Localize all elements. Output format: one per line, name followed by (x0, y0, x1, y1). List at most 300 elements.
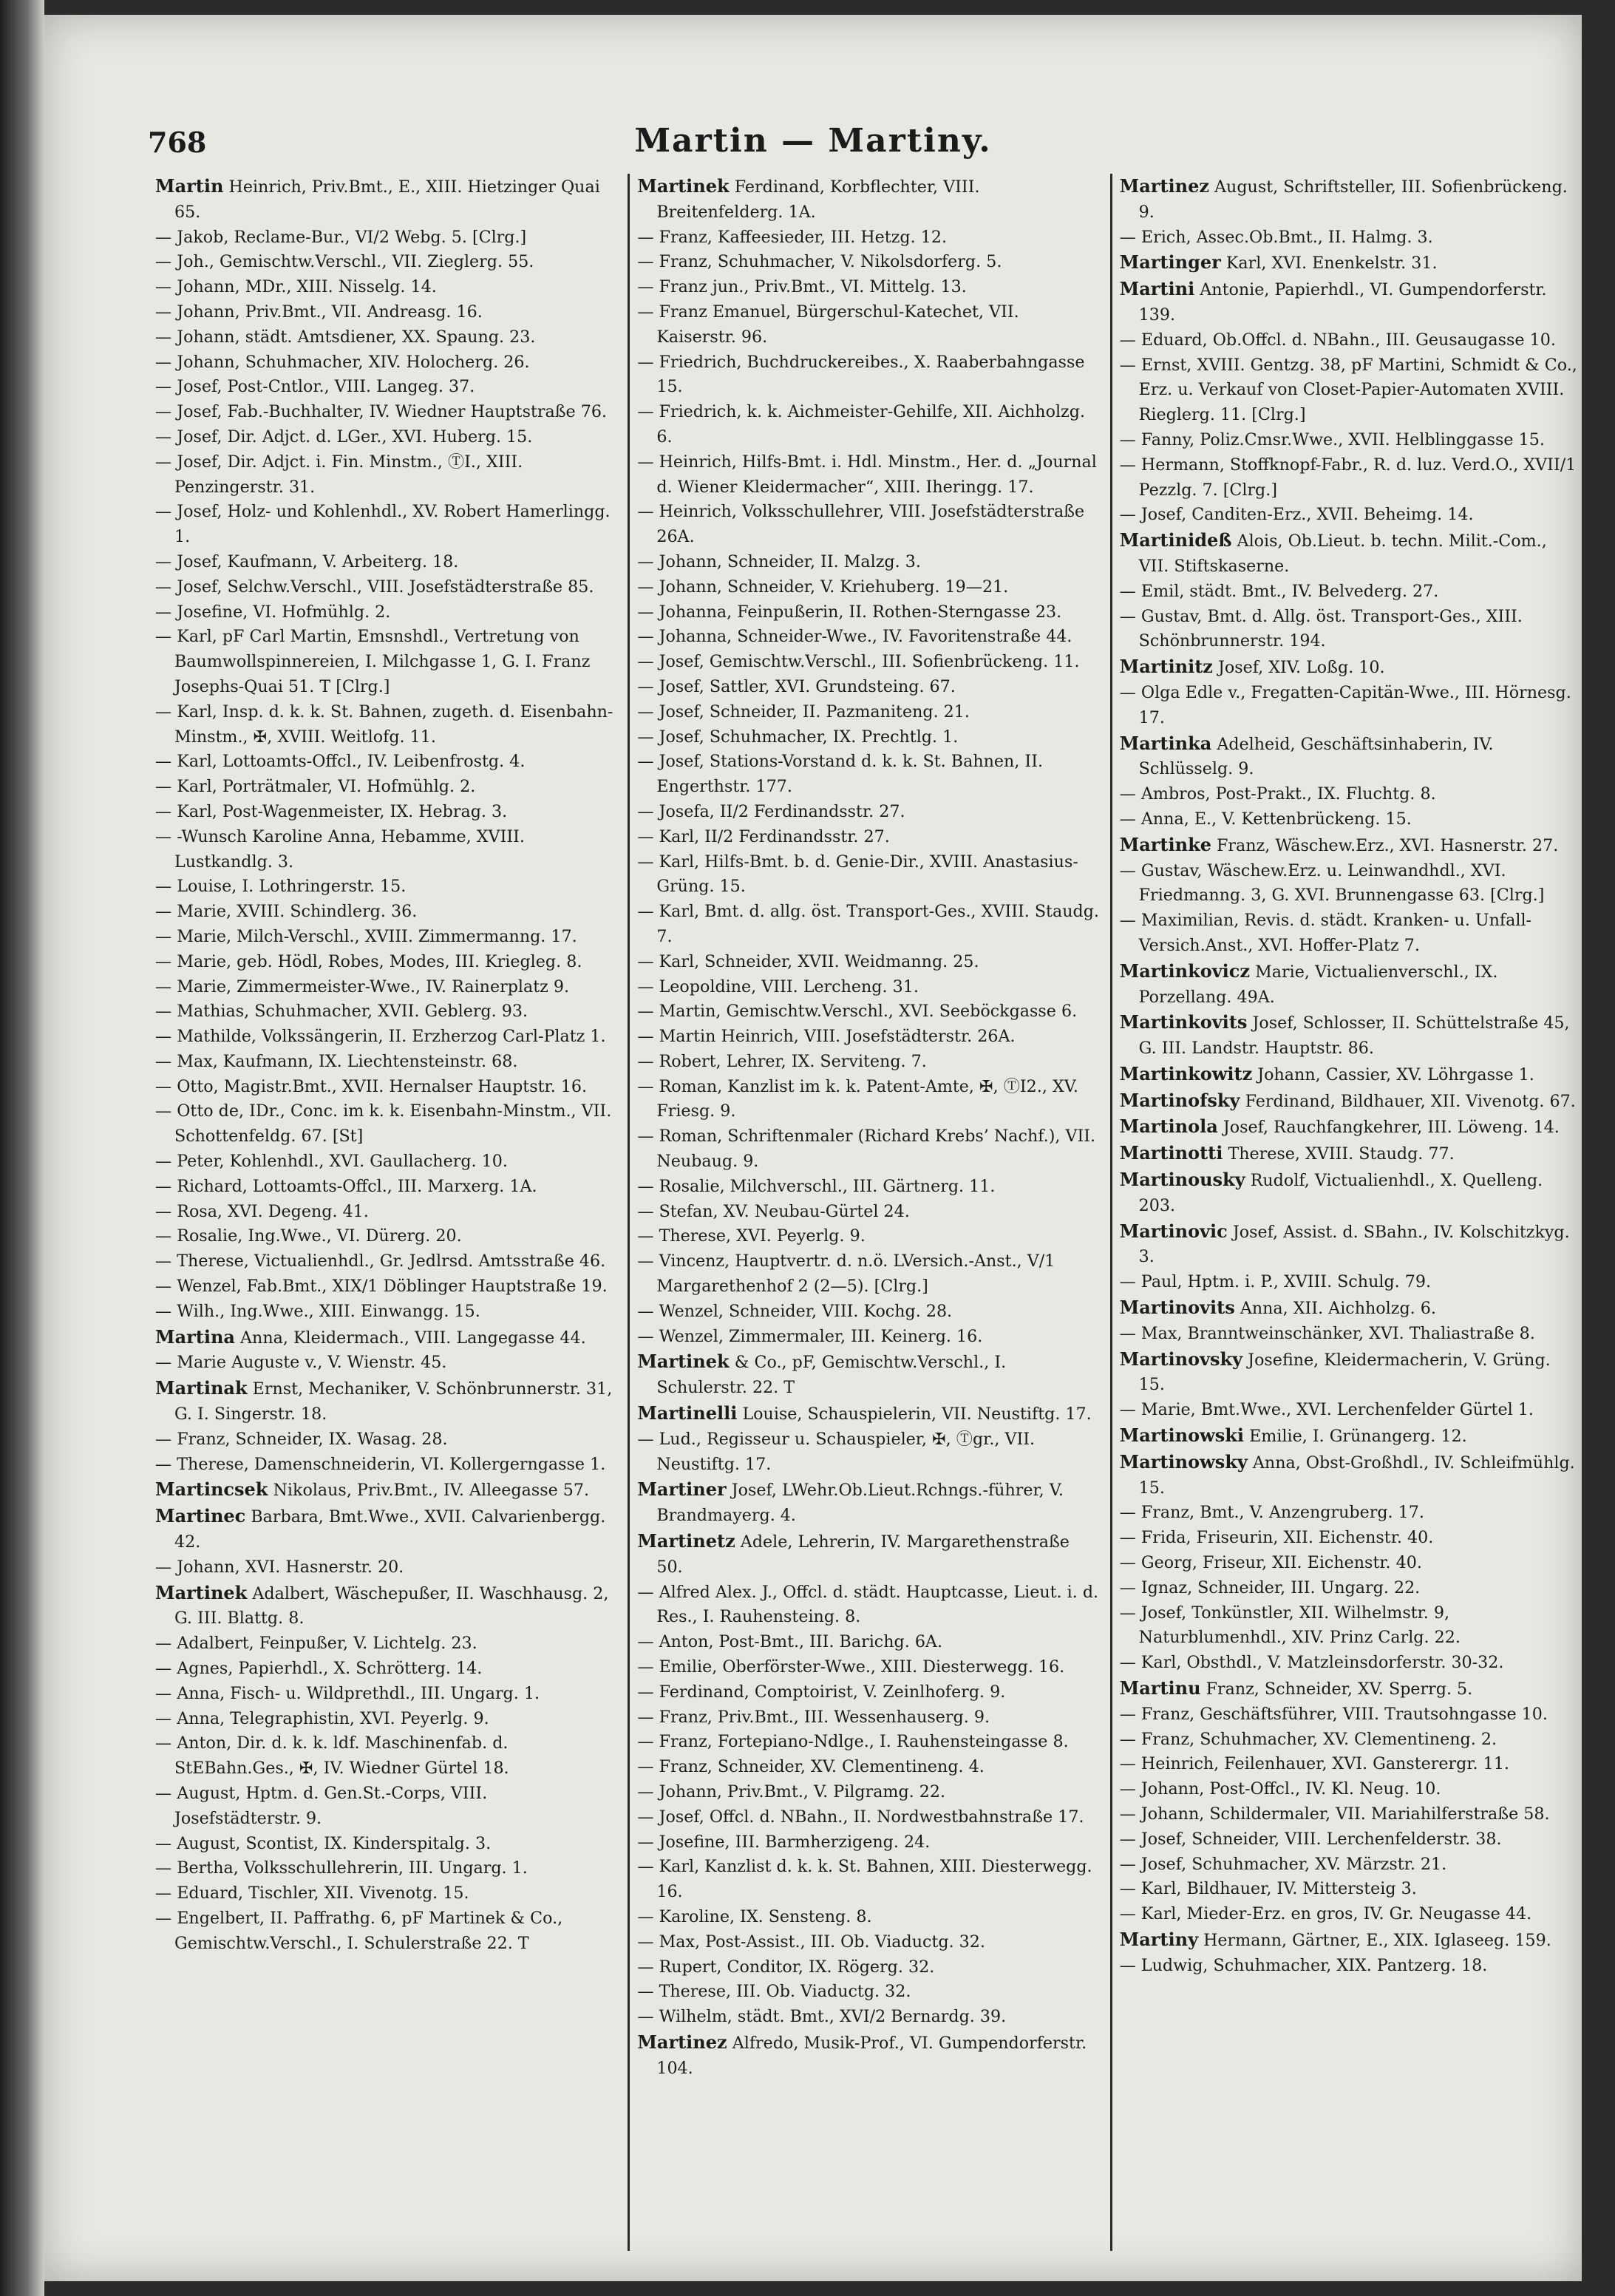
directory-entry (1120, 605, 1582, 655)
entry-text: — Johanna, Schneider-Wwe., IV. Favoritenstraße 44. (637, 627, 1072, 647)
entry-text: — Olga Edle v., Fregatten-Capitän-Wwe., III. Hörnesg. 17. (1119, 682, 1571, 727)
entry-text: — Heinrich, Volksschullehrer, VIII. Josefstädterstraße 26A. (637, 502, 1085, 547)
directory-entry (155, 1376, 617, 1427)
directory-entry (637, 1124, 1099, 1175)
entry-surname: Martinec (155, 1505, 246, 1527)
entry-text: — Peter, Kohlenhdl., XVI. Gaullacherg. 10. (155, 1152, 508, 1172)
entry-text: — Max, Branntweinschänker, XVI. Thaliastraße 8. (1119, 1323, 1535, 1343)
directory-entry (1120, 174, 1582, 225)
directory-entry (155, 1427, 617, 1453)
entry-text: — Vincenz, Hauptvertr. d. n.ö. LVersich.-Anst., V/1 Margarethenhof 2 (2—5). [Clrg.] (637, 1251, 1055, 1297)
directory-entry (637, 850, 1099, 900)
entry-text: & Co., pF, Gemischtw.Verschl., I. Schulerstr. 22. T (656, 1353, 1007, 1398)
directory-entry (155, 1175, 617, 1200)
directory-entry (637, 1050, 1099, 1075)
entry-text: — Franz, Bmt., V. Anzengruberg. 17. (1119, 1503, 1424, 1523)
entry-surname: Martinola (1119, 1115, 1218, 1138)
entry-text: — Josefine, III. Barmherzigeng. 24. (637, 1832, 931, 1852)
entry-text: — August, Scontist, IX. Kinderspitalg. 3. (155, 1833, 492, 1853)
directory-entry (637, 174, 1099, 225)
entry-text: — Johann, XVI. Hasnerstr. 20. (155, 1557, 404, 1577)
entry-text: — Josef, Schneider, II. Pazmaniteng. 21. (637, 702, 970, 721)
entry-surname: Martinkovicz (1119, 960, 1251, 982)
entry-text: — Karl, Mieder-Erz. en gros, IV. Gr. Neugasse 44. (1119, 1904, 1532, 1924)
directory-entry (155, 1906, 617, 1957)
directory-entry (155, 1881, 617, 1906)
directory-entry (155, 1075, 617, 1100)
directory-entry (637, 575, 1099, 600)
entry-surname: Martinek (637, 175, 730, 197)
entry-text: Therese, XVIII. Staudg. 77. (1228, 1144, 1455, 1164)
entry-text: — Erich, Assec.Ob.Bmt., II. Halmg. 3. (1119, 227, 1433, 247)
directory-entry (637, 1730, 1099, 1755)
directory-entry (1120, 1219, 1582, 1271)
directory-entry (155, 625, 617, 699)
entry-text: — Roman, Schriftenmaler (Richard Krebs’ Nachf.), VII. Neubaug. 9. (637, 1127, 1096, 1172)
entry-surname: Martinak (155, 1377, 248, 1399)
entry-text: — -Wunsch Karoline Anna, Hebamme, XVIII. Lustkandlg. 3. (155, 826, 525, 872)
directory-entry (155, 500, 617, 550)
directory-entry (1120, 1270, 1582, 1295)
entry-text: — Rupert, Conditor, IX. Rögerg. 32. (637, 1957, 935, 1977)
entry-text: — Josef, Offcl. d. NBahn., II. Nordwestbahnstraße 17. (637, 1807, 1084, 1827)
entry-surname: Martinka (1119, 732, 1212, 754)
entry-text: — Johann, Priv.Bmt., VII. Andreasg. 16. (155, 302, 483, 322)
entry-text: — Karoline, IX. Sensteng. 8. (637, 1906, 872, 1926)
entry-text: — Martin Heinrich, VIII. Josefstädterstr. 26A. (637, 1027, 1016, 1047)
directory-entry (637, 350, 1099, 401)
directory-entry (637, 1855, 1099, 1905)
entry-surname: Martinideß (1119, 529, 1232, 551)
entry-text: — Rosalie, Milchverschl., III. Gärtnerg. 11. (637, 1176, 996, 1196)
entry-text: — Josef, Stations-Vorstand d. k. k. St. Bahnen, II. Engerthstr. 177. (637, 752, 1044, 797)
entry-text: — Adalbert, Feinpußer, V. Lichtelg. 23. (155, 1634, 477, 1654)
entry-text: — Therese, XVI. Peyerlg. 9. (637, 1226, 866, 1246)
directory-entry (637, 1477, 1099, 1529)
directory-entry (1120, 782, 1582, 807)
entry-text: — Karl, Kanzlist d. k. k. St. Bahnen, XIII. Diesterwegg. 16. (637, 1857, 1092, 1902)
column-3 (1110, 174, 1582, 2251)
directory-entry (1120, 1827, 1582, 1852)
entry-surname: Martinu (1119, 1677, 1201, 1699)
entry-text: — Johann, Priv.Bmt., V. Pilgramg. 22. (637, 1782, 946, 1801)
directory-entry (155, 1657, 617, 1682)
directory-entry (637, 400, 1099, 450)
entry-surname: Martinez (637, 2031, 727, 2053)
directory-entry (155, 1453, 617, 1478)
directory-entry (155, 1477, 617, 1504)
entry-text: — Marie, Bmt.Wwe., XVI. Lerchenfelder Gürtel 1. (1119, 1400, 1534, 1420)
entry-surname: Martinelli (637, 1402, 738, 1424)
entry-text: — Johann, Schneider, V. Kriehuberg. 19—21. (637, 577, 1009, 597)
directory-entry (637, 1349, 1099, 1401)
entry-text: Anna, Obst-Großhdl., IV. Schleifmühlg. 15. (1138, 1453, 1575, 1498)
directory-entry (1120, 503, 1582, 528)
directory-entry (155, 874, 617, 900)
entry-text: — Hermann, Stoffknopf-Fabr., R. d. luz. Verd.O., XVII/1 Pezzlg. 7. [Clrg.] (1119, 455, 1577, 500)
entry-text: — Robert, Lehrer, IX. Serviteng. 7. (637, 1051, 927, 1071)
entry-text: — Eduard, Tischler, XII. Vivenotg. 15. (155, 1884, 469, 1903)
entry-text: — Heinrich, Hilfs-Bmt. i. Hdl. Minstm., Her. d. „Journal d. Wiener Kleidermacher“, XIII. Iheringg. 17. (637, 452, 1097, 497)
column-1 (155, 174, 617, 2251)
entry-text: — Johann, Schuhmacher, XIV. Holocherg. 26. (155, 352, 530, 372)
directory-entry (155, 300, 617, 325)
entry-text: — Rosa, XVI. Degeng. 41. (155, 1201, 369, 1221)
directory-entry (1120, 428, 1582, 453)
entry-text: — Johann, städt. Amtsdiener, XX. Spaung. 23. (155, 327, 536, 347)
directory-entry (1120, 1423, 1582, 1450)
directory-entry (637, 675, 1099, 700)
entry-text: — Josef, Tonkünstler, XII. Wilhelmstr. 9, Naturblumenhdl., XIV. Prinz Carlg. 22. (1119, 1603, 1461, 1648)
entry-text: — Josef, Kaufmann, V. Arbeiterg. 18. (155, 551, 459, 571)
entry-surname: Martin (155, 175, 224, 197)
directory-entry (637, 800, 1099, 825)
directory-entry (155, 1832, 617, 1857)
entry-surname: Martina (155, 1325, 235, 1348)
entry-surname: Martiny (1119, 1928, 1199, 1950)
directory-entry (155, 1351, 617, 1376)
entry-text: — Karl, Bildhauer, IV. Mittersteig 3. (1119, 1879, 1417, 1899)
directory-entry (637, 1655, 1099, 1680)
directory-entry (637, 1805, 1099, 1830)
page-number: 768 (148, 126, 207, 159)
entry-text: — Josefa, II/2 Ferdinandsstr. 27. (637, 801, 905, 821)
directory-entry (1120, 1954, 1582, 1979)
entry-text: — Franz, Schuhmacher, XV. Clementineng. 2. (1119, 1729, 1497, 1749)
directory-entry (637, 1955, 1099, 1980)
entry-text: Anna, Kleidermach., VIII. Langegasse 44. (240, 1328, 586, 1348)
entry-text: — Karl, pF Carl Martin, Emsnshdl., Vertretung von Baumwollspinnereien, I. Milchgasse 1, G. I. Franz Josephs-Quai 51. T [Clrg.] (155, 627, 591, 696)
entry-text: — Mathilde, Volkssängerin, II. Erzherzog Carl-Platz 1. (155, 1027, 606, 1047)
entry-text: — Josef, Post-Cntlor., VIII. Langeg. 37. (155, 377, 475, 397)
entry-text: — Wenzel, Schneider, VIII. Kochg. 28. (637, 1301, 953, 1321)
entry-text: — Josef, Dir. Adjct. d. LGer., XVI. Huberg. 15. (155, 427, 533, 446)
directory-entry (1120, 276, 1582, 328)
directory-entry (637, 1930, 1099, 1955)
entry-text: Emilie, I. Grünangerg. 12. (1249, 1427, 1467, 1447)
entry-text: — Therese, Damenschneiderin, VI. Kollergerngasse 1. (155, 1454, 606, 1474)
entry-text: Rudolf, Victualienhdl., X. Quelleng. 203. (1138, 1171, 1543, 1215)
directory-entry (155, 600, 617, 625)
entry-text: Johann, Cassier, XV. Löhrgasse 1. (1257, 1064, 1534, 1084)
directory-entry (637, 1325, 1099, 1350)
directory-entry (155, 1682, 617, 1707)
directory-entry (1120, 1526, 1582, 1551)
directory-entry (637, 975, 1099, 1000)
directory-entry (637, 1755, 1099, 1780)
directory-entry (155, 775, 617, 800)
entry-text: Hermann, Gärtner, E., XIX. Iglaseeg. 159. (1203, 1930, 1551, 1950)
entry-text: — Ignaz, Schneider, III. Ungarg. 22. (1119, 1577, 1421, 1597)
entry-text: Franz, Schneider, XV. Sperrg. 5. (1206, 1679, 1473, 1699)
directory-entry (1120, 250, 1582, 276)
entry-text: — Franz, Kaffeesieder, III. Hetzg. 12. (637, 227, 948, 247)
directory-entry (1120, 1450, 1582, 1501)
page-title: Martin — Martiny. (634, 122, 992, 160)
directory-entry (1120, 1062, 1582, 1088)
directory-entry (637, 250, 1099, 275)
directory-entry (155, 1025, 617, 1050)
entry-text: — Josef, Schuhmacher, XV. Märzstr. 21. (1119, 1854, 1447, 1874)
entry-text: — Marie, Milch-Verschl., XVIII. Zimmermanng. 17. (155, 926, 577, 946)
directory-entry (155, 1707, 617, 1732)
directory-entry (1120, 908, 1582, 959)
directory-entry (1120, 1877, 1582, 1902)
directory-entry (1120, 1852, 1582, 1878)
directory-entry (637, 1401, 1099, 1427)
directory-entry (155, 825, 617, 875)
entry-text: — Wenzel, Zimmermaler, III. Keinerg. 16. (637, 1326, 983, 1346)
entry-text: — Franz, Schneider, IX. Wasag. 28. (155, 1429, 448, 1449)
directory-entry (1120, 1114, 1582, 1141)
entry-surname: Martinovsky (1119, 1348, 1243, 1370)
directory-entry (637, 950, 1099, 975)
entry-text: — Alfred Alex. J., Offcl. d. städt. Hauptcasse, Lieut. i. d. Res., I. Rauhensteing. 8. (637, 1582, 1099, 1627)
directory-entry (155, 1200, 617, 1225)
entry-text: — Josef, Selchw.Verschl., VIII. Josefstädterstraße 85. (155, 577, 594, 597)
directory-entry (637, 550, 1099, 575)
entry-text: — Franz Emanuel, Bürgerschul-Katechet, VII. Kaiserstr. 96. (637, 302, 1019, 347)
directory-entry (1120, 1702, 1582, 1728)
directory-entry (637, 1025, 1099, 1050)
directory-entry (155, 400, 617, 425)
directory-entry (637, 600, 1099, 625)
entry-text: Karl, XVI. Enenkelstr. 31. (1225, 254, 1438, 274)
entry-text: — Joh., Gemischtw.Verschl., VII. Zieglerg. 55. (155, 252, 534, 272)
entry-text: Adele, Lehrerin, IV. Margarethenstraße 50. (656, 1532, 1070, 1577)
entry-text: — Therese, III. Ob. Viaductg. 32. (637, 1982, 911, 2002)
column-2 (628, 174, 1099, 2251)
entry-text: — Karl, Obsthdl., V. Matzleinsdorferstr. 30-32. (1119, 1653, 1504, 1673)
directory-columns (155, 174, 1582, 2251)
entry-text: — Johann, Post-Offcl., IV. Kl. Neug. 10. (1119, 1779, 1441, 1799)
entry-text: — Heinrich, Feilenhauer, XVI. Gansterergr. 11. (1119, 1754, 1509, 1774)
directory-entry (637, 700, 1099, 725)
directory-entry (155, 1099, 617, 1149)
entry-text: — Paul, Hptm. i. P., XVIII. Schulg. 79. (1119, 1272, 1432, 1292)
entry-text: — Gustav, Wäschew.Erz. u. Leinwandhdl., XVI. Friedmanng. 3, G. XVI. Brunnengasse 63. [Clrg.] (1119, 860, 1545, 906)
directory-entry (637, 1249, 1099, 1300)
directory-entry (155, 800, 617, 825)
directory-entry (637, 750, 1099, 800)
directory-entry (637, 1980, 1099, 2005)
directory-entry (155, 700, 617, 750)
directory-entry (1120, 1501, 1582, 1526)
entry-text: — Agnes, Papierhdl., X. Schrötterg. 14. (155, 1659, 483, 1679)
directory-entry (1120, 1551, 1582, 1576)
entry-text: — Karl, Lottoamts-Offcl., IV. Leibenfrostg. 4. (155, 752, 526, 772)
entry-text: — Richard, Lottoamts-Offcl., III. Marxerg. 1A. (155, 1176, 537, 1196)
directory-entry (1120, 832, 1582, 859)
directory-entry (155, 350, 617, 376)
entry-text: — Johann, Schneider, II. Malzg. 3. (637, 551, 921, 571)
entry-text: — Franz, Schneider, XV. Clementineng. 4. (637, 1757, 985, 1777)
directory-entry (1120, 528, 1582, 580)
entry-surname: Martinowski (1119, 1424, 1244, 1447)
directory-entry (637, 1300, 1099, 1325)
entry-text: — Franz jun., Priv.Bmt., VI. Mittelg. 13. (637, 277, 967, 297)
directory-entry (155, 1782, 617, 1832)
directory-entry (1120, 1802, 1582, 1827)
entry-text: — Josefine, VI. Hofmühlg. 2. (155, 602, 391, 622)
entry-text: Josef, Assist. d. SBahn., IV. Kolschitzkyg. 3. (1138, 1222, 1570, 1267)
entry-text: — Otto, Magistr.Bmt., XVII. Hernalser Hauptstr. 16. (155, 1076, 588, 1096)
directory-entry (637, 2005, 1099, 2030)
directory-entry (155, 1580, 617, 1632)
entry-text: August, Schriftsteller, III. Sofienbrückeng. 9. (1138, 177, 1568, 222)
entry-text: Nikolaus, Priv.Bmt., IV. Alleegasse 57. (273, 1481, 590, 1501)
directory-entry (1120, 1601, 1582, 1651)
directory-entry (155, 1224, 617, 1249)
entry-text: — Friedrich, k. k. Aichmeister-Gehilfe, XII. Aichholzg. 6. (637, 402, 1085, 446)
entry-text: — Stefan, XV. Neubau-Gürtel 24. (637, 1201, 910, 1221)
entry-surname: Martinovits (1119, 1297, 1235, 1319)
entry-text: — Roman, Kanzlist im k. k. Patent-Amte, ✠, ⓉI2., XV. Friesg. 9. (637, 1076, 1078, 1121)
entry-text: — Josef, Canditen-Erz., XVII. Beheimg. 14. (1119, 505, 1474, 525)
directory-entry (155, 1555, 617, 1580)
entry-text: — Karl, Post-Wagenmeister, IX. Hebrag. 3. (155, 801, 508, 821)
entry-surname: Martinofsky (1119, 1089, 1240, 1111)
directory-entry (1120, 1295, 1582, 1322)
directory-entry (155, 975, 617, 1000)
directory-entry (1120, 807, 1582, 832)
directory-entry (155, 1149, 617, 1175)
directory-entry (1120, 1676, 1582, 1702)
directory-entry (155, 925, 617, 950)
entry-text: Anna, XII. Aichholzg. 6. (1240, 1299, 1436, 1319)
entry-text: — Eduard, Ob.Offcl. d. NBahn., III. Geusaugasse 10. (1119, 330, 1556, 350)
entry-text: — Karl, Hilfs-Bmt. b. d. Genie-Dir., XVIII. Anastasius-Grüng. 15. (637, 852, 1078, 897)
directory-entry (1120, 1752, 1582, 1777)
entry-text: Louise, Schauspielerin, VII. Neustiftg. 17. (742, 1405, 1092, 1424)
entry-text: — Bertha, Volksschullehrerin, III. Ungarg. 1. (155, 1858, 528, 1878)
entry-text: — Karl, Bmt. d. allg. öst. Transport-Ges., XVIII. Staudg. 7. (637, 902, 1099, 946)
entry-text: — Otto de, IDr., Conc. im k. k. Eisenbahn-Minstm., VII. Schottenfeldg. 67. [St] (155, 1101, 612, 1147)
entry-text: — Marie Auguste v., V. Wienstr. 45. (155, 1353, 447, 1373)
entry-text: — Anna, Fisch- u. Wildprethdl., III. Ungarg. 1. (155, 1683, 540, 1703)
entry-text: Josef, XIV. Loßg. 10. (1217, 658, 1385, 678)
entry-text: Antonie, Papierhdl., VI. Gumpendorferstr. 139. (1138, 280, 1547, 325)
directory-entry (155, 1050, 617, 1075)
directory-entry (637, 1529, 1099, 1580)
directory-entry (155, 1325, 617, 1351)
entry-text: — Ferdinand, Comptoirist, V. Zeinlhoferg. 9. (637, 1682, 1006, 1702)
directory-entry (637, 900, 1099, 950)
entry-text: — Wilh., Ing.Wwe., XIII. Einwangg. 15. (155, 1301, 480, 1321)
directory-entry (155, 750, 617, 775)
entry-text: — Johann, MDr., XIII. Nisselg. 14. (155, 277, 437, 297)
entry-text: — Emil, städt. Bmt., IV. Belvederg. 27. (1119, 581, 1439, 601)
directory-entry (155, 325, 617, 350)
entry-text: Heinrich, Priv.Bmt., E., XIII. Hietzinger Quai 65. (174, 177, 600, 222)
entry-text: — Jakob, Reclame-Bur., VI/2 Webg. 5. [Clrg.] (155, 227, 527, 247)
directory-page (44, 15, 1582, 2281)
directory-entry (637, 1075, 1099, 1125)
directory-entry (155, 1504, 617, 1555)
directory-entry (637, 1580, 1099, 1631)
entry-surname: Martiner (637, 1478, 727, 1501)
directory-entry (637, 1175, 1099, 1200)
directory-entry (637, 625, 1099, 650)
directory-entry (155, 550, 617, 575)
entry-text: — Emilie, Oberförster-Wwe., XIII. Diesterwegg. 16. (637, 1657, 1065, 1677)
directory-entry (637, 2030, 1099, 2082)
entry-text: — Leopoldine, VIII. Lercheng. 31. (637, 977, 919, 996)
entry-text: — Friedrich, Buchdruckereibes., X. Raaberbahngasse 15. (637, 352, 1085, 397)
entry-text: — Maximilian, Revis. d. städt. Kranken- u. Unfall-Versich.Anst., XVI. Hoffer-Platz 7. (1119, 911, 1532, 955)
directory-entry (1120, 1728, 1582, 1753)
entry-surname: Martinousky (1119, 1169, 1245, 1191)
entry-text: — Franz, Fortepiano-Ndlge., I. Rauhensteingasse 8. (637, 1732, 1069, 1752)
directory-entry (155, 375, 617, 400)
directory-entry (1120, 731, 1582, 783)
entry-text: — Karl, Insp. d. k. k. St. Bahnen, zugeth. d. Eisenbahn-Minstm., ✠, XVIII. Weitlofg. 11. (155, 702, 613, 747)
directory-entry (155, 1300, 617, 1325)
entry-text: — Georg, Friseur, XII. Eichenstr. 40. (1119, 1553, 1422, 1573)
entry-text: — Marie, Zimmermeister-Wwe., IV. Rainerplatz 9. (155, 977, 570, 996)
directory-entry (155, 250, 617, 275)
directory-entry (155, 999, 617, 1025)
directory-entry (1120, 580, 1582, 605)
entry-surname: Martinke (1119, 833, 1211, 855)
entry-text: — Ludwig, Schuhmacher, XIX. Pantzerg. 18. (1119, 1955, 1488, 1975)
directory-entry (1120, 1927, 1582, 1954)
directory-entry (637, 1830, 1099, 1855)
directory-entry (1120, 1088, 1582, 1115)
directory-entry (637, 1780, 1099, 1805)
directory-entry (1120, 1010, 1582, 1062)
directory-entry (155, 575, 617, 600)
directory-entry (155, 1249, 617, 1274)
entry-text: — Anna, E., V. Kettenbrückeng. 15. (1119, 809, 1412, 829)
directory-entry (1120, 1777, 1582, 1802)
entry-text: — Anna, Telegraphistin, XVI. Peyerlg. 9. (155, 1708, 489, 1728)
entry-text: — Karl, Schneider, XVII. Weidmanng. 25. (637, 951, 979, 971)
entry-text: Josefine, Kleidermacherin, V. Grüng. 15. (1138, 1350, 1551, 1395)
entry-text: — Anton, Post-Bmt., III. Barichg. 6A. (637, 1632, 943, 1652)
entry-surname: Martini (1119, 278, 1195, 300)
entry-text: — Josef, Dir. Adjct. i. Fin. Minstm., ⓉI., XIII. Penzingerstr. 31. (155, 452, 523, 497)
entry-text: Adalbert, Wäschepußer, II. Waschhausg. 2, G. III. Blattg. 8. (174, 1583, 609, 1628)
directory-entry (637, 500, 1099, 550)
directory-entry (155, 1856, 617, 1881)
entry-text: Josef, LWehr.Ob.Lieut.Rchngs.-führer, V. Brandmayerg. 4. (656, 1481, 1064, 1526)
entry-text: — Josef, Schneider, VIII. Lerchenfelderstr. 38. (1119, 1829, 1502, 1849)
directory-entry (637, 1224, 1099, 1249)
directory-entry (1120, 1347, 1582, 1399)
entry-text: — Fanny, Poliz.Cmsr.Wwe., XVII. Helblinggasse 15. (1119, 429, 1545, 449)
entry-surname: Martinek (155, 1581, 248, 1603)
directory-entry (1120, 681, 1582, 731)
directory-entry (155, 275, 617, 300)
entry-text: — Johanna, Feinpußerin, II. Rothen-Sterngasse 23. (637, 602, 1062, 622)
entry-text: — Martin, Gemischtw.Verschl., XVI. Seeböckgasse 6. (637, 1002, 1078, 1022)
entry-surname: Martinkowitz (1119, 1062, 1253, 1084)
directory-entry (637, 1427, 1099, 1478)
entry-text: Josef, Rauchfangkehrer, III. Löweng. 14. (1223, 1118, 1560, 1138)
directory-entry (155, 1274, 617, 1300)
directory-entry (1120, 353, 1582, 428)
entry-text: — Lud., Regisseur u. Schauspieler, ✠, Ⓣgr., VII. Neustiftg. 17. (637, 1429, 1036, 1474)
entry-surname: Martinitz (1119, 656, 1213, 678)
entry-surname: Martinetz (637, 1530, 735, 1552)
entry-text: Alfredo, Musik-Prof., VI. Gumpendorferstr. 104. (656, 2033, 1087, 2078)
directory-entry (1120, 453, 1582, 503)
entry-text: — Mathias, Schuhmacher, XVII. Geblerg. 93. (155, 1002, 528, 1022)
directory-entry (637, 999, 1099, 1025)
entry-text: — Max, Post-Assist., III. Ob. Viaductg. 32. (637, 1932, 985, 1952)
entry-text: Ernst, Mechaniker, V. Schönbrunnerstr. 31, G. I. Singerstr. 18. (174, 1379, 613, 1424)
